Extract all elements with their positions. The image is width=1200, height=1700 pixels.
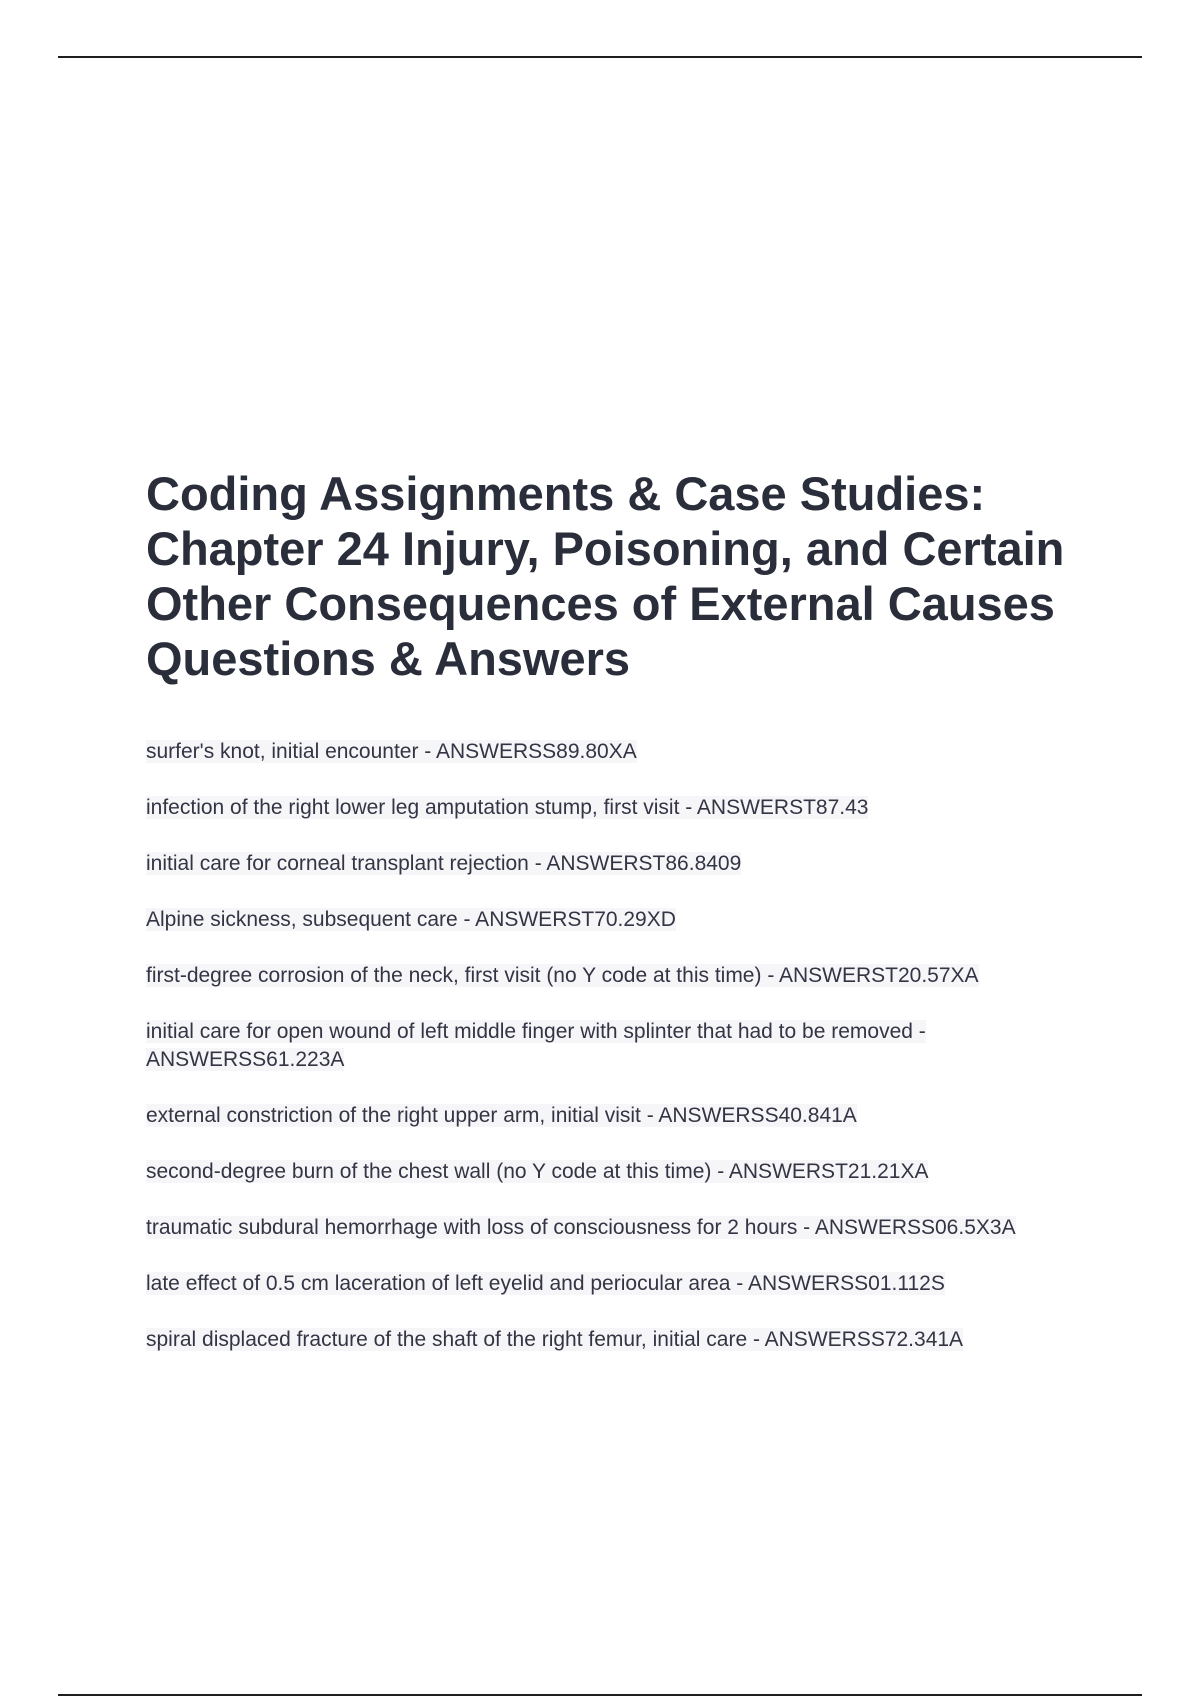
qa-list — [146, 738, 1096, 1382]
qa-text: Alpine sickness, subsequent care - ANSWERST70.29XD — [146, 908, 676, 931]
qa-item-9 — [146, 1214, 1096, 1242]
document-title: Coding Assignments & Case Studies: Chapter 24 Injury, Poisoning, and Certain Other Consequences of External Causes Questions & Answers — [146, 467, 1065, 685]
qa-item-3 — [146, 850, 1096, 878]
bottom-divider — [58, 1694, 1142, 1696]
qa-text: spiral displaced fracture of the shaft of the right femur, initial care - ANSWERSS72.341A — [146, 1328, 964, 1351]
qa-item-1 — [146, 738, 1096, 766]
qa-text: second-degree burn of the chest wall (no Y code at this time) - ANSWERST21.21XA — [146, 1160, 929, 1183]
qa-item-4 — [146, 906, 1096, 934]
qa-text: late effect of 0.5 cm laceration of left eyelid and periocular area - ANSWERSS01.112S — [146, 1272, 945, 1295]
qa-item-7 — [146, 1102, 1096, 1130]
qa-item-5 — [146, 962, 1096, 990]
qa-item-8 — [146, 1158, 1096, 1186]
qa-text: first-degree corrosion of the neck, first visit (no Y code at this time) - ANSWERST20.57XA — [146, 964, 979, 987]
qa-item-10 — [146, 1270, 1096, 1298]
qa-item-2 — [146, 794, 1096, 822]
qa-text: initial care for open wound of left middle finger with splinter that had to be removed - ANSWERSS61.223A — [146, 1020, 926, 1071]
top-divider — [58, 56, 1142, 58]
qa-item-11 — [146, 1326, 1096, 1354]
qa-text: initial care for corneal transplant rejection - ANSWERST86.8409 — [146, 852, 742, 875]
qa-text: infection of the right lower leg amputation stump, first visit - ANSWERST87.43 — [146, 796, 869, 819]
qa-text: traumatic subdural hemorrhage with loss of consciousness for 2 hours - ANSWERSS06.5X3A — [146, 1216, 1016, 1239]
qa-text: external constriction of the right upper arm, initial visit - ANSWERSS40.841A — [146, 1104, 857, 1127]
qa-item-6 — [146, 1018, 1096, 1074]
qa-text: surfer's knot, initial encounter - ANSWERSS89.80XA — [146, 740, 637, 763]
